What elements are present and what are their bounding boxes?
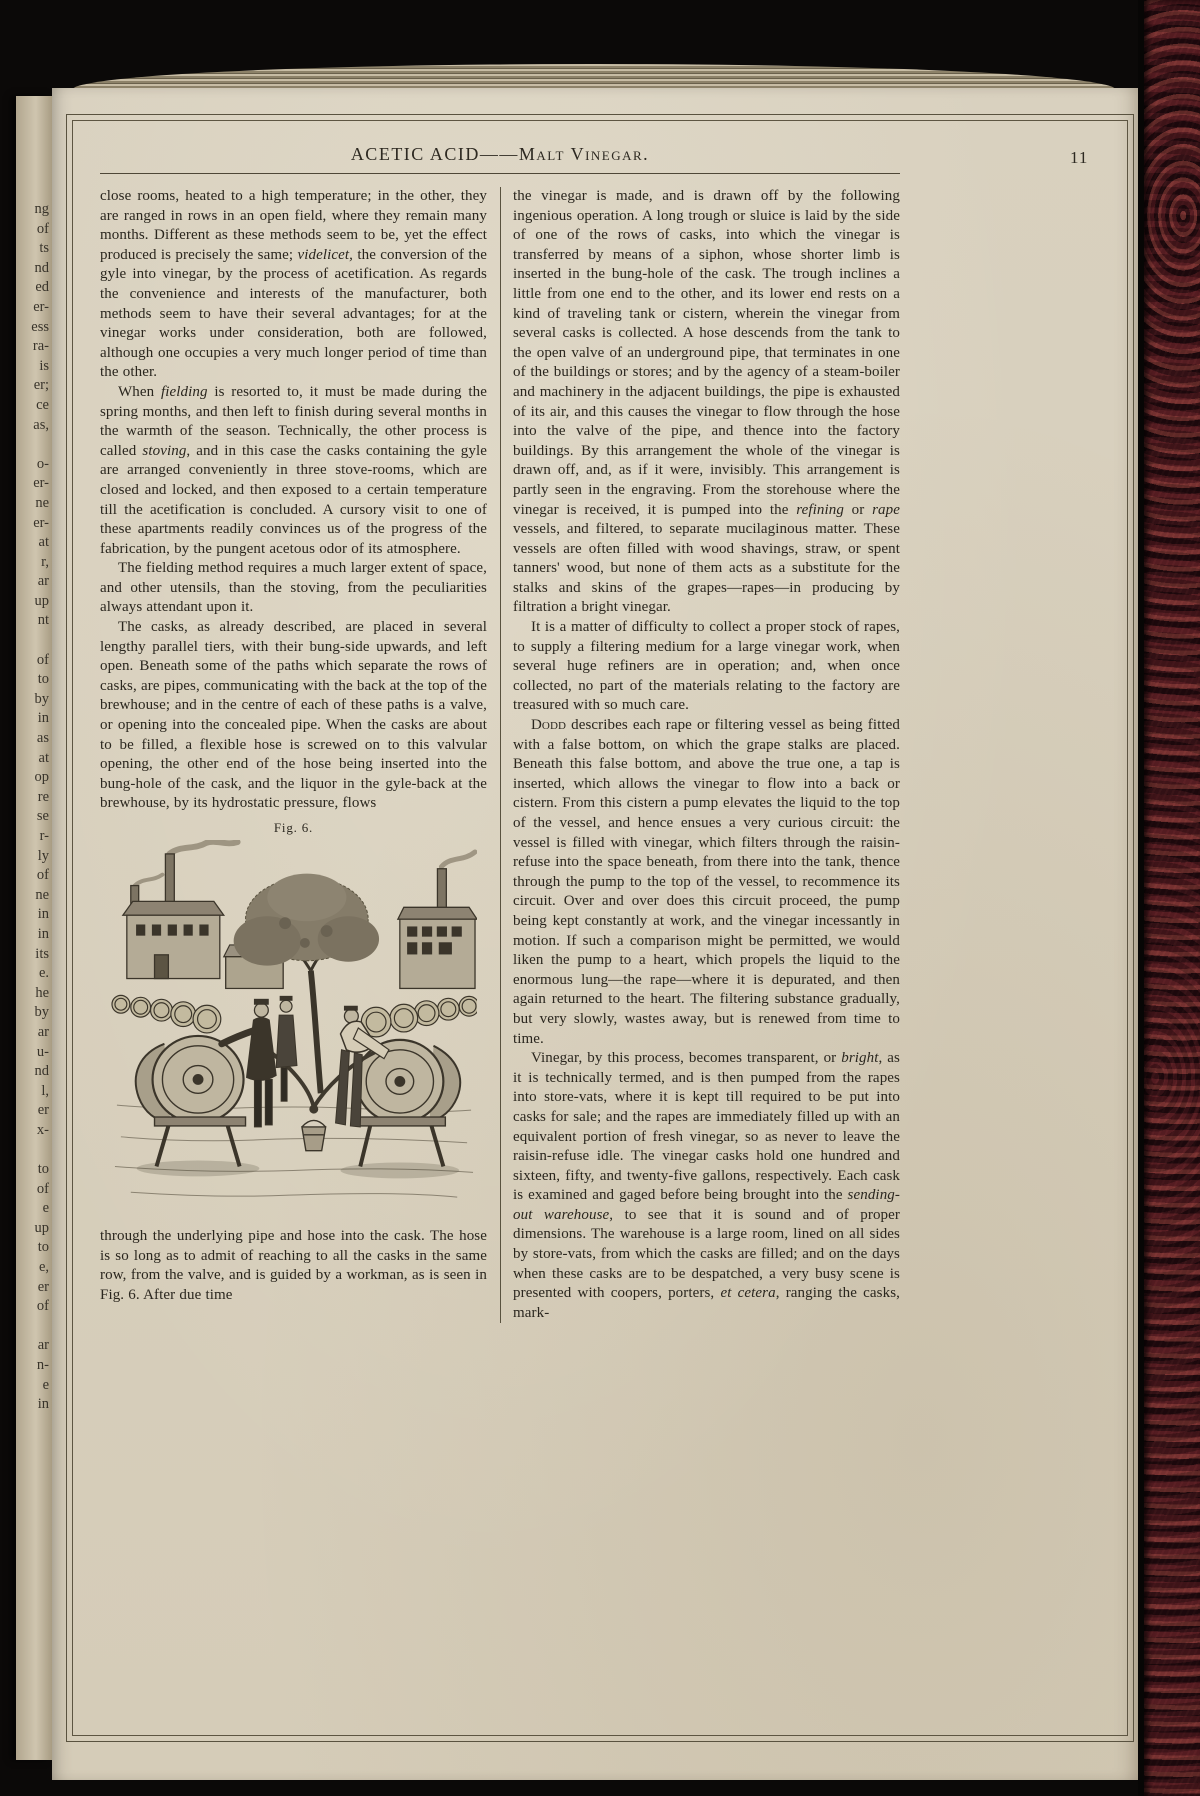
margin-text-fragment: re bbox=[37, 788, 49, 805]
margin-text-fragment: u- bbox=[36, 1043, 49, 1060]
margin-text-fragment: of bbox=[36, 867, 49, 884]
margin-text-fragment: ts bbox=[39, 240, 49, 257]
margin-text-fragment bbox=[16, 1317, 52, 1337]
header-title: ACETIC ACID——Malt Vinegar. bbox=[350, 144, 650, 164]
margin-text-fragment bbox=[16, 631, 52, 651]
margin-text-fragment: er bbox=[37, 1278, 49, 1295]
margin-text-fragment: nd bbox=[34, 1063, 49, 1080]
figure-6 bbox=[100, 820, 487, 1221]
margin-text-fragment: x- bbox=[36, 1121, 49, 1138]
margin-text-fragment: er- bbox=[33, 475, 49, 492]
running-header bbox=[100, 144, 900, 165]
margin-text-fragment: in bbox=[37, 906, 49, 923]
book-page bbox=[52, 88, 1138, 1780]
header-dash: —— bbox=[479, 144, 519, 164]
margin-text-fragment: r- bbox=[39, 828, 49, 844]
margin-text-fragment: e bbox=[42, 1376, 49, 1393]
paragraph: the vinegar is made, and is drawn off by the following ingenious operation. A long trough or sluice is laid by the side of one of the rows of casks, into which the vinegar is transferred by means of a siphon, whose shorter limb is inserted in the bung-hole of the cask. The trough inclines a little from one end to the other, and its lower end rests on a kind of traveling tank or cistern, wherein the vinegar from several casks is collected. A hose descends from the tank to the open valve of an underground pipe, that terminates in one of the buildings or stores; and by the agency of a steam-boiler and machinery in the adjacent buildings, the pipe is exhausted of its air, and this causes the vinegar to flow through the hose into the valve of the pipe, and thence into the factory buildings. By this arrangement the whole of the vinegar is drawn off, and, as if it were, invisibly. This arrangement is partly seen in the engraving. From the storehouse where the vinegar is received, it is pumped into the refining or rape vessels, and filtered, to separate mucilaginous matter. These vessels are often filled with wood shavings, straw, or spent tanners' wood, but none of them acts as a substitute for the stalks and skins of the grapes—rapes—in producing by filtration a bright vinegar. bbox=[513, 188, 900, 616]
margin-text-fragment: as, bbox=[33, 416, 49, 433]
margin-text-fragment: se bbox=[36, 808, 49, 825]
ground-valve bbox=[309, 1105, 318, 1114]
bucket bbox=[301, 1120, 325, 1150]
margin-text-fragment: to bbox=[37, 671, 49, 688]
margin-text-fragment: of bbox=[36, 651, 49, 668]
margin-text-fragment: up bbox=[34, 592, 49, 609]
foreground-barrel-right bbox=[356, 1040, 460, 1167]
paragraph: Dodd describes each rape or filtering vessel as being fitted with a false bottom, on which the grape stalks are placed. Beneath this false bottom, and above the true one, a tap is inserted, which allows the vinegar to flow into a back or cistern. From this cistern a pump elevates the liquid to the top of the vessel, and hence ensues a very curious circuit: the vessel is filled with vinegar, which filters through the raisin-refuse into the space beneath, from there into the tank, thence through the pump to the top of the vessel, to recommence its circuit. Over and over does this circuit proceed, the pump being kept constantly at work, and the vinegar incessantly in motion. If such a comparison might be permitted, we would liken the pump to a heart, which propels the liquid to the enormous lung—the rape—where it is depurated, and then again returned to the heart. The filtering substance gradually, but very slowly, wastes away, but is renewed from time to time. bbox=[513, 717, 900, 1047]
margin-text-fragment: in bbox=[37, 925, 49, 942]
margin-text-fragment: l, bbox=[41, 1082, 49, 1099]
cask-row-right bbox=[361, 996, 477, 1037]
margin-text-fragment: ess bbox=[31, 318, 49, 335]
margin-text-fragment: ar bbox=[37, 1337, 49, 1354]
margin-text-fragment: o- bbox=[36, 455, 49, 472]
marbled-book-edge bbox=[1144, 0, 1200, 1796]
margin-text-fragment: he bbox=[35, 984, 49, 1001]
margin-text-fragment: e. bbox=[38, 965, 49, 982]
margin-text-fragment: of bbox=[36, 1298, 49, 1315]
paragraph: close rooms, heated to a high temperature; in the other, they are ranged in rows in an open field, where they remain many months. Different as these methods seem to be, yet the effect produced is precisely the same; videlicet, the conversion of the gyle into vinegar, by the process of acetification. As regards the convenience and interests of the manufacturer, both methods seem to have their several advantages; for at the vinegar works under consideration, both are followed, although one occupies a very much longer period of time than the other. bbox=[100, 188, 487, 381]
paragraph: through the underlying pipe and hose into the cask. The hose is so long as to admit of reaching to all the casks in the same row, from the valve, and is guided by a workman, as is seen in Fig. 6. After due time bbox=[100, 1228, 487, 1303]
vinegar-yard-engraving bbox=[111, 840, 477, 1216]
margin-text-fragment: er- bbox=[33, 298, 49, 315]
margin-text-fragment: of bbox=[36, 220, 49, 237]
margin-text-fragment bbox=[16, 435, 52, 455]
margin-text-fragment: its bbox=[35, 945, 49, 962]
margin-text-fragment: as bbox=[36, 730, 49, 747]
left-column-lower-text bbox=[100, 1227, 487, 1305]
margin-text-fragment: by bbox=[34, 1004, 49, 1021]
margin-text-fragment: ar bbox=[37, 1023, 49, 1040]
margin-text-fragment: ne bbox=[35, 494, 49, 511]
margin-text-fragment: in bbox=[37, 710, 49, 727]
margin-text-fragment: ar bbox=[37, 573, 49, 590]
margin-text-fragment: to bbox=[37, 1239, 49, 1256]
margin-text-fragment: n- bbox=[36, 1357, 49, 1374]
margin-text-fragment: ed bbox=[35, 279, 49, 296]
text-block bbox=[100, 144, 900, 1323]
margin-text-fragment: ra- bbox=[32, 338, 49, 355]
margin-text-fragment: up bbox=[34, 1219, 49, 1236]
margin-text-fragment: e, bbox=[38, 1259, 49, 1276]
margin-text-fragment: at bbox=[38, 749, 49, 766]
margin-text-fragment: ly bbox=[37, 847, 49, 864]
right-column bbox=[513, 187, 900, 1323]
margin-text-fragment: ng bbox=[34, 201, 49, 217]
header-rule bbox=[100, 173, 900, 174]
margin-text-fragment: in bbox=[37, 1396, 49, 1413]
margin-text-fragment: nt bbox=[37, 612, 49, 629]
factory-building-right bbox=[397, 869, 476, 989]
margin-text-fragment: to bbox=[37, 1161, 49, 1178]
margin-text-fragment: e bbox=[42, 1200, 49, 1217]
margin-text-fragment: ce bbox=[36, 396, 49, 413]
paragraph: The casks, as already described, are placed in several lengthy parallel tiers, with their bung-side upwards, and left open. Beneath some of the paths which separate the rows of casks, are pipes, communicating with the back at the top of the brewhouse; and in the centre of each of these paths is a valve, or opening into the concealed pipe. When the casks are about to be filled, a flexible hose is screwed on to this valvular opening, the other end of the hose being inserted into the bung-hole of the cask, and the liquor in the gyle-back at the brewhouse, by its hydrostatic pressure, flows bbox=[100, 619, 487, 812]
margin-text-fragment: er bbox=[37, 1102, 49, 1119]
margin-text-fragment: er- bbox=[33, 514, 49, 531]
margin-text-fragment bbox=[16, 1141, 52, 1161]
paragraph: Vinegar, by this process, becomes transparent, or bright, as it is technically termed, and is then pumped from the rapes into store-vats, where it is kept till required to be put into casks for sale; and the rapes are immediately filled up with an equivalent portion of fresh vinegar, so as never to leave the raisin-refuse idle. The vinegar casks hold one hundred and sixteen, fifty, and twenty-five gallons, respectively. Each cask is examined and gaged before being brought into the sending-out warehouse, to see that it is sound and of proper dimensions. The warehouse is a large room, lined on all sides by store-vats, from which the casks are filled; and on the days when these casks are to be despatched, a very busy scene is presented with coopers, porters, et cetera, ranging the casks, mark- bbox=[513, 1050, 900, 1321]
margin-text-fragment: r, bbox=[41, 553, 49, 570]
paragraph: The fielding method requires a much larger extent of space, and other utensils, than the stoving, from the peculiarities always attendant upon it. bbox=[100, 560, 487, 616]
foreground-barrel-left bbox=[135, 1036, 245, 1167]
margin-text-fragment: ne bbox=[35, 886, 49, 903]
margin-text-fragment: er; bbox=[33, 377, 49, 394]
margin-text-fragment: is bbox=[39, 357, 49, 374]
margin-text-fragment: of bbox=[36, 1180, 49, 1197]
cask-row-left bbox=[111, 995, 220, 1033]
margin-text-fragment: nd bbox=[34, 259, 49, 276]
workman-behind bbox=[276, 996, 297, 1101]
barrel-shadow-left bbox=[136, 1161, 259, 1177]
page-number: 11 bbox=[1070, 148, 1089, 167]
text-columns bbox=[100, 187, 900, 1323]
paragraph: When fielding is resorted to, it must be made during the spring months, and then left to finish during several months in the warmth of the season. Technically, the other process is called stoving, and in this case the casks containing the gyle are arranged conveniently in three stove-rooms, which are closed and locked, and then exposed to a certain temperature till the acetification is concluded. A cursory visit to one of these apartments readily convinces us of the progress of the fabrication, by the pungent acetous odor of its atmosphere. bbox=[100, 383, 487, 557]
left-column bbox=[100, 187, 487, 1323]
left-column-upper-text bbox=[100, 187, 487, 814]
margin-text-fragment: op bbox=[34, 769, 49, 786]
paragraph: It is a matter of difficulty to collect a proper stock of rapes, to supply a filtering medium for a large vinegar work, when several huge refiners are in operation; and, when once collected, no part of the materials relating to the factory are treasured with so much care. bbox=[513, 619, 900, 714]
factory-building-left bbox=[122, 854, 223, 979]
margin-text-fragment: at bbox=[38, 534, 49, 551]
margin-text-fragment: by bbox=[34, 690, 49, 707]
figure-caption: Fig. 6. bbox=[273, 820, 314, 835]
column-divider bbox=[500, 187, 501, 1323]
previous-page-edge bbox=[16, 96, 52, 1760]
